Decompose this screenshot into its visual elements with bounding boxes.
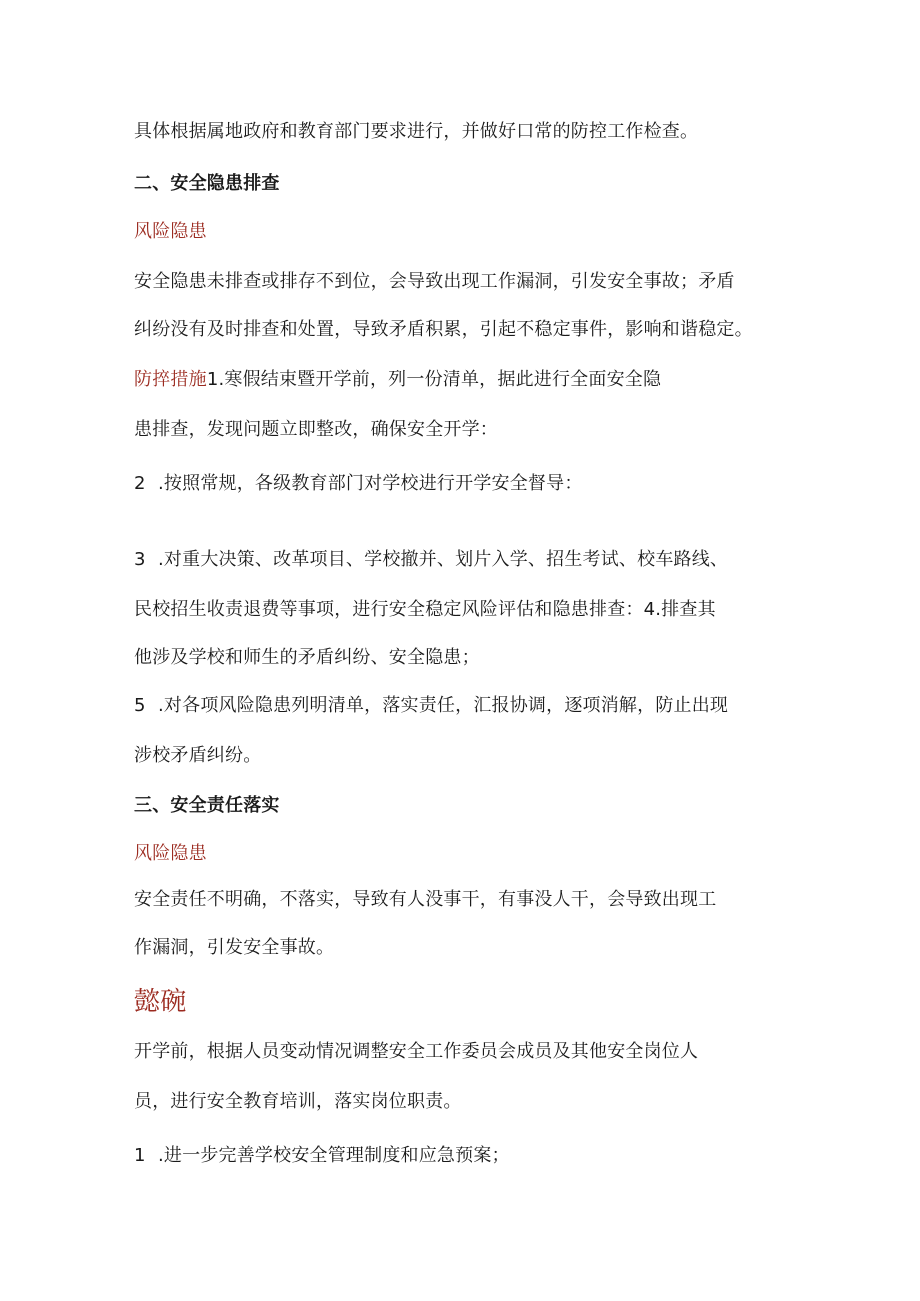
list-number: 5 [134,695,146,716]
measure-text: 1.寒假结束暨开学前，列一份清单，据此进行全面安全隐 [206,369,662,390]
list-number: 3 [134,549,146,570]
list-text: .进一步完善学校安全管理制度和应急预案； [158,1145,510,1166]
section-heading-3: 三、安全责任落实 [134,795,280,816]
list-text: .按照常规，各级教育部门对学校进行开学安全督导： [158,473,583,494]
risk-label: 风险隐患 [134,843,207,864]
paragraph-line: 开学前，根据人员变动情况调整安全工作委员会成员及其他安全岗位人 [134,1041,699,1062]
risk-label: 风险隐患 [134,221,207,242]
list-number: 1 [134,1145,146,1166]
paragraph-line: 员，进行安全教育培训，落实岗位职责。 [134,1091,462,1112]
list-number: 2 [134,473,146,494]
paragraph-line: 安全隐患未排查或排存不到位，会导致出现工作漏洞，引发安全事故；矛盾 [134,271,735,292]
section-heading-2: 二、安全隐患排查 [134,173,280,194]
measure-line [134,368,661,392]
paragraph-line: 他涉及学校和师生的矛盾纠纷、安全隐患； [134,647,480,668]
measure-heading: 懿碗 [134,987,187,1017]
list-text: .对重大决策、改革项目、学校撤并、划片入学、招生考试、校车路线、 [158,549,729,570]
paragraph-line: 纠纷没有及时排查和处置，导致矛盾积累，引起不稳定事件，影响和谐稳定。 [134,319,753,340]
list-item [134,1144,510,1168]
paragraph-line: 作漏洞，引发安全事故。 [134,937,335,958]
paragraph-line: 患排查，发现问题立即整改，确保安全开学： [134,419,498,440]
measure-label: 防捽措施 [134,369,207,390]
paragraph-line: 具体根据属地政府和教育部门要求进行，并做好口常的防控工作检查。 [134,121,699,142]
paragraph-line: 民校招生收责退费等事项，进行安全稳定风险评估和隐患排查：4.排查其 [134,599,716,620]
paragraph-line: 涉校矛盾纠纷。 [134,745,262,766]
list-item [134,694,728,718]
list-text: .对各项风险隐患列明清单，落实责任，汇报协调，逐项消解，防止出现 [158,695,729,716]
paragraph-line: 安全责任不明确，不落实，导致有人没事干，有事没人干，会导致出现工 [134,889,717,910]
list-item [134,548,728,572]
list-item [134,472,583,496]
